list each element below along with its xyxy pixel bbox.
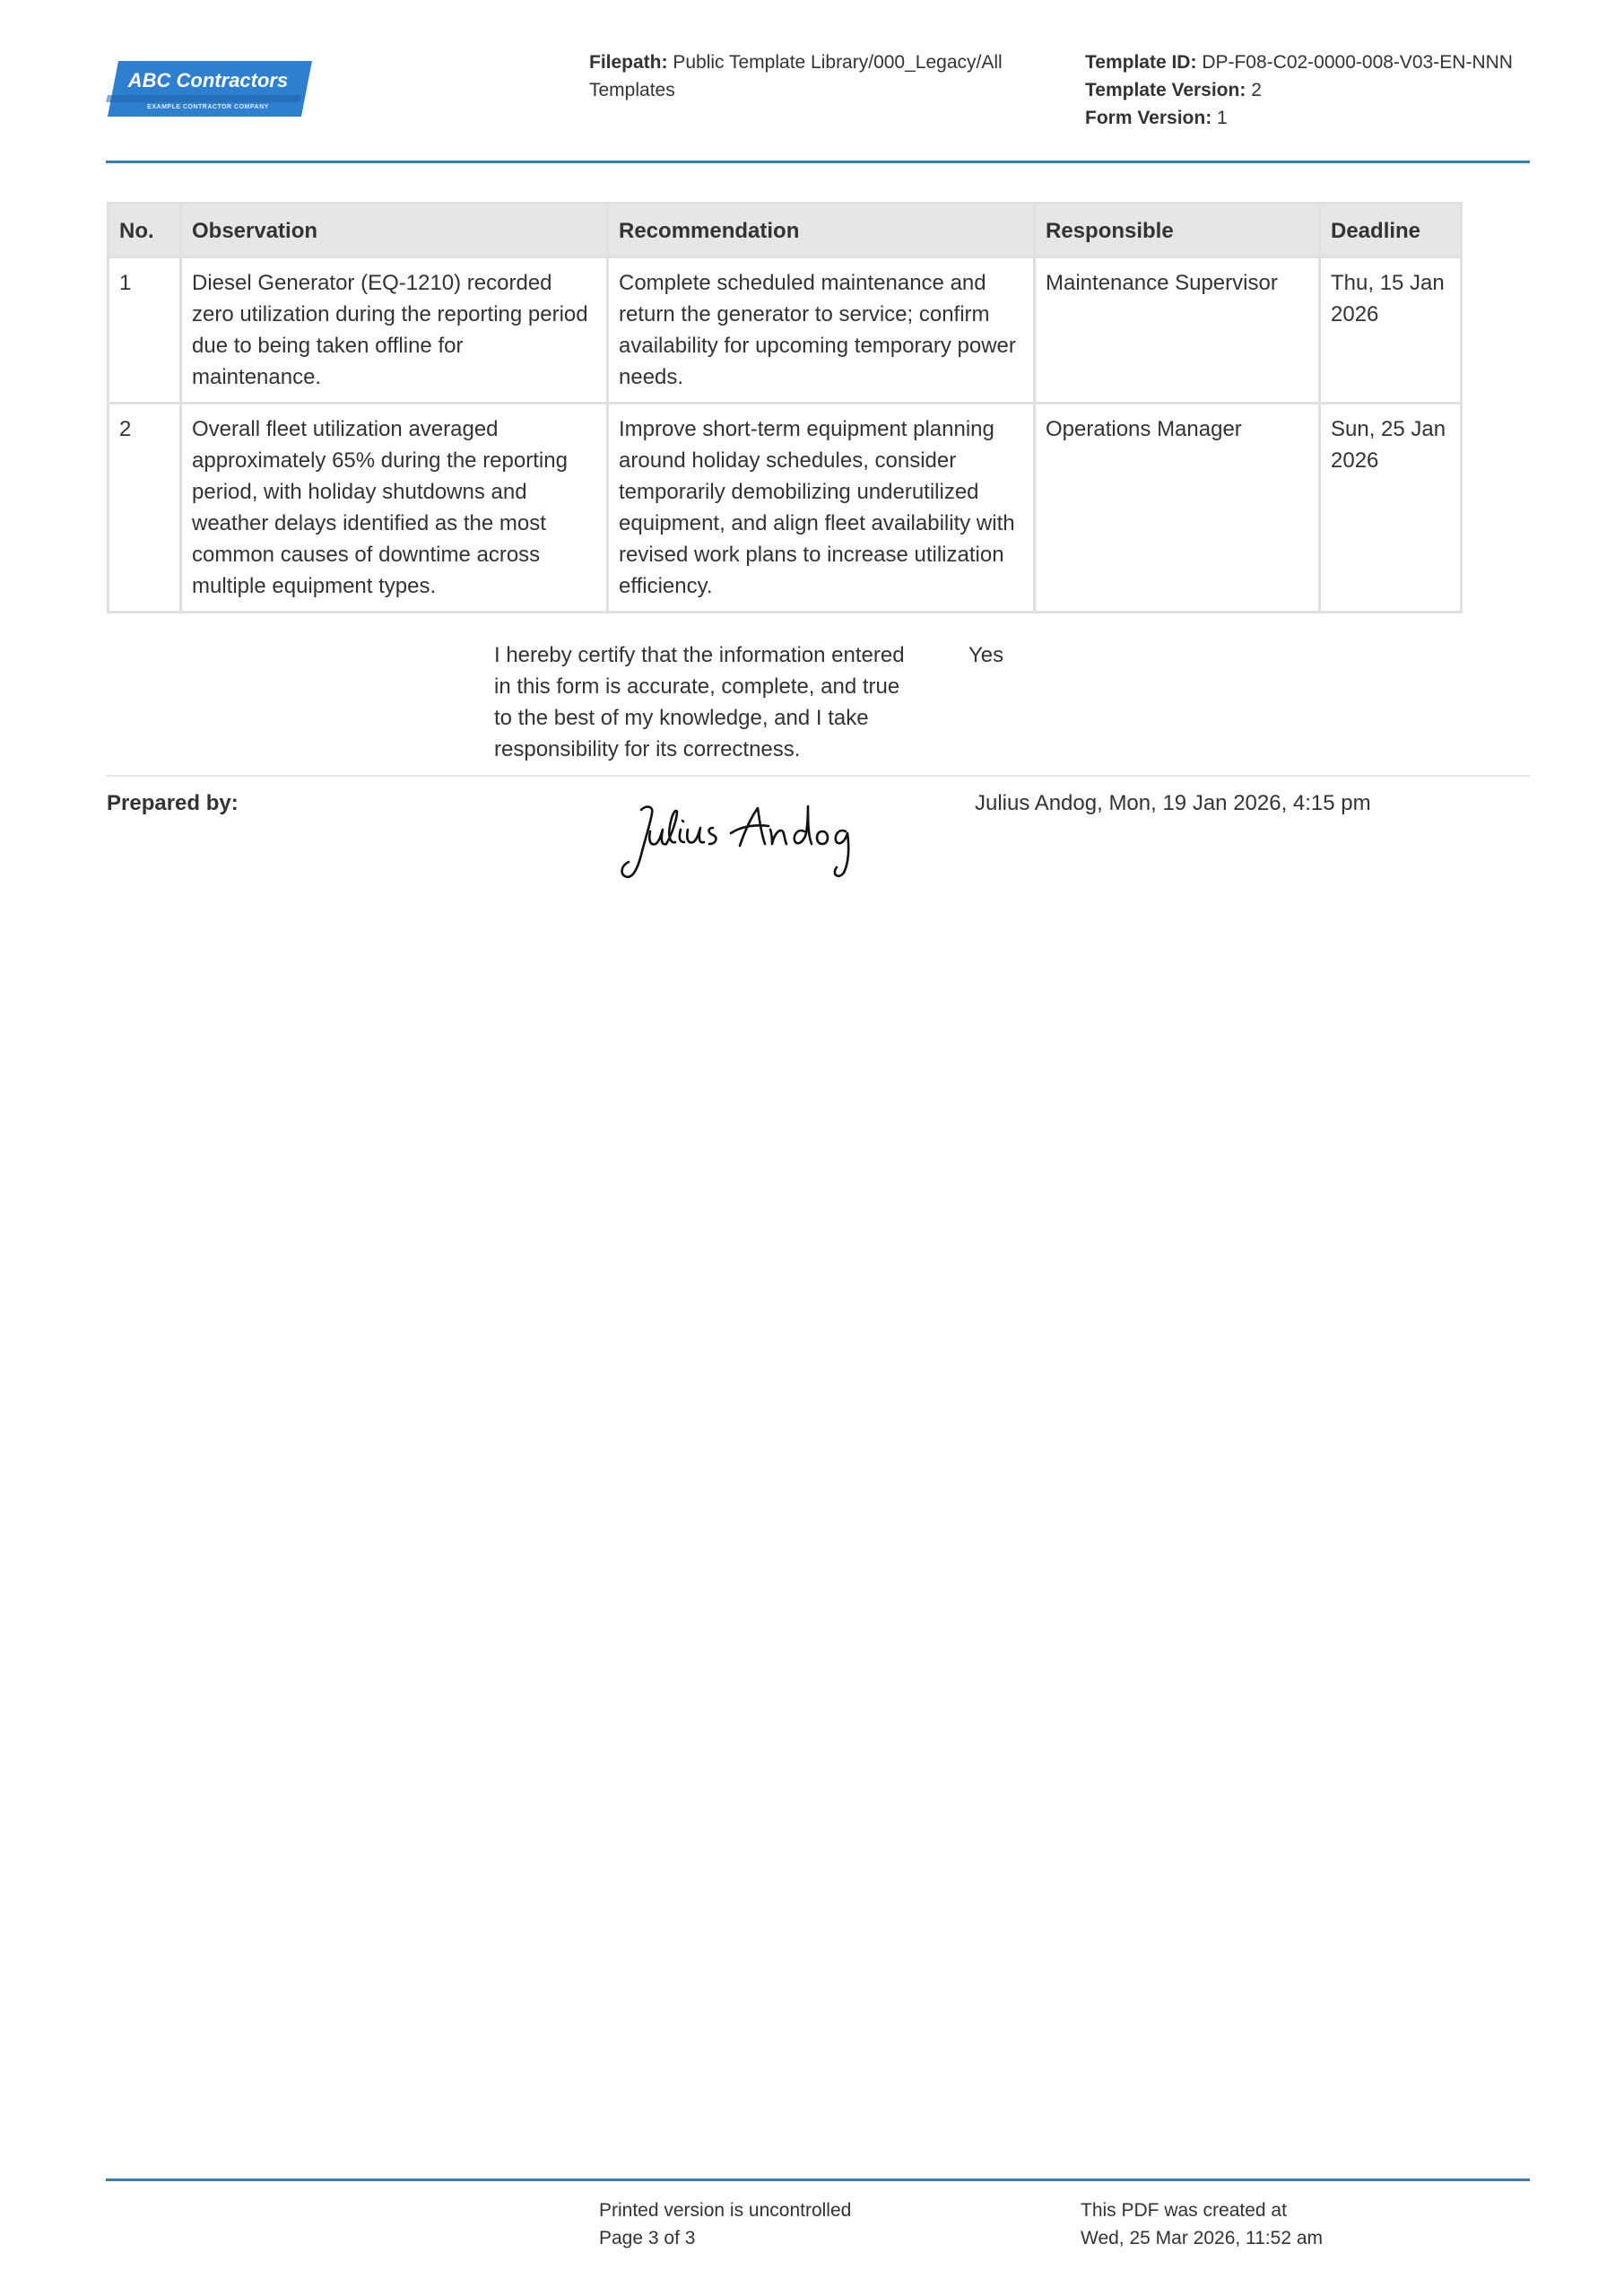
certification-statement: I hereby certify that the information entered in this form is accurate, complete, and true to the best of my knowledge, and I take responsibility for its correctness.: [494, 643, 905, 761]
cell-observation: Overall fleet utilization averaged approximately 65% during the reporting period, with holiday shutdowns and weather delays identified as the most common causes of downtime across multiple equipment types.: [181, 404, 608, 613]
cell-recommendation: Complete scheduled maintenance and return the generator to service; confirm availability for upcoming temporary power needs.: [608, 257, 1035, 404]
footer-divider: [106, 2179, 1530, 2181]
col-header-deadline: Deadline: [1320, 204, 1462, 257]
template-info-block: [1085, 48, 1587, 132]
footer-left: [599, 2196, 851, 2252]
observations-table: [107, 202, 1463, 613]
logo-name: ABC Contractors: [127, 69, 289, 91]
cell-no: 2: [109, 404, 181, 613]
filepath-block: [589, 48, 1038, 104]
template-version-line: [1085, 76, 1587, 104]
cell-deadline: Thu, 15 Jan 2026: [1320, 257, 1462, 404]
table-row: [109, 404, 1462, 613]
filepath-label: Filepath:: [589, 52, 668, 73]
logo-badge: [106, 59, 314, 118]
certification-answer: Yes: [968, 643, 1004, 667]
template-id-label: Template ID:: [1085, 52, 1197, 73]
created-label: This PDF was created at: [1081, 2200, 1287, 2221]
form-version-value: 1: [1217, 108, 1228, 128]
logo-tagline: EXAMPLE CONTRACTOR COMPANY: [147, 104, 269, 110]
prepared-by-value: Julius Andog, Mon, 19 Jan 2026, 4:15 pm: [975, 791, 1371, 815]
cell-recommendation: Improve short-term equipment planning around holiday schedules, consider temporarily demobilizing underutilized equipment, and align fleet availability with revised work plans to increase utilization efficiency.: [608, 404, 1035, 613]
col-header-responsible: Responsible: [1035, 204, 1320, 257]
template-version-value: 2: [1251, 80, 1262, 100]
col-header-recommendation: Recommendation: [608, 204, 1035, 257]
section-divider: [106, 775, 1530, 777]
company-logo: [106, 59, 314, 118]
cell-responsible: Maintenance Supervisor: [1035, 257, 1320, 404]
signature-text: Julius Andog: [605, 794, 611, 795]
cell-no: 1: [109, 257, 181, 404]
footer-right: [1081, 2196, 1323, 2252]
filepath-value: Public Template Library/000_Legacy/All Templates: [589, 52, 1003, 100]
form-version-label: Form Version:: [1085, 108, 1212, 128]
created-value: Wed, 25 Mar 2026, 11:52 am: [1081, 2228, 1324, 2248]
handwritten-signature: [605, 794, 874, 892]
form-version-line: [1085, 104, 1587, 132]
cell-responsible: Operations Manager: [1035, 404, 1320, 613]
cell-deadline: Sun, 25 Jan 2026: [1320, 404, 1462, 613]
table-row: [109, 257, 1462, 404]
col-header-no: No.: [109, 204, 181, 257]
page-number: Page 3 of 3: [599, 2228, 696, 2248]
template-version-label: Template Version:: [1085, 80, 1246, 100]
template-id-line: [1085, 48, 1587, 76]
header-divider: [106, 161, 1530, 163]
signature-image: [605, 794, 874, 892]
col-header-observation: Observation: [181, 204, 608, 257]
template-id-value: DP-F08-C02-0000-008-V03-EN-NNN: [1202, 52, 1513, 73]
uncontrolled-notice: Printed version is uncontrolled: [599, 2200, 852, 2221]
cell-observation: Diesel Generator (EQ-1210) recorded zero utilization during the reporting period due to being taken offline for maintenance.: [181, 257, 608, 404]
table-header-row: [109, 204, 1462, 257]
prepared-by-label: Prepared by:: [107, 791, 239, 815]
